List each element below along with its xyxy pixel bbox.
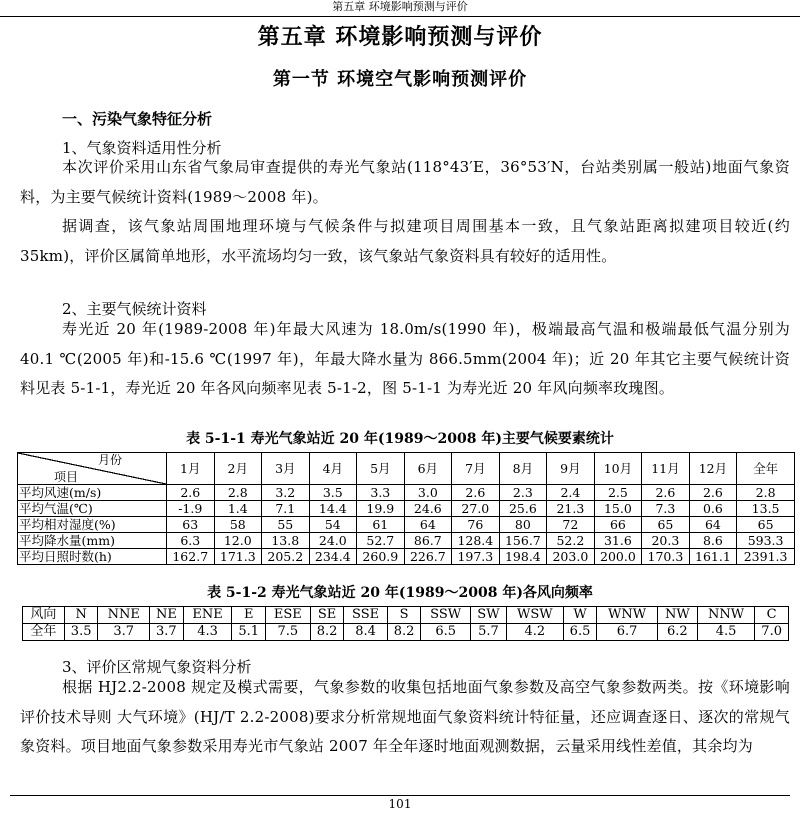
table1-cell: 14.4 [309,501,357,517]
climate-statistics-table [17,452,795,565]
table1-row-label: 平均相对湿度(%) [18,517,167,533]
table1-column-header: 1月 [167,453,215,485]
table1-cell: 2.8 [737,485,795,501]
table1-cell: 156.7 [499,533,547,549]
table1-row-label: 平均日照时数(h) [18,549,167,565]
table2-value-cell: 8.2 [387,624,421,641]
table1-cell: 27.0 [452,501,500,517]
table1-cell: 161.1 [689,549,737,565]
table2-direction-cell: NNE [98,607,150,624]
table1-row [18,517,795,533]
paragraph-investigation: 据调查，该气象站周围地理环境与气候条件与拟建项目周围基本一致，且气象站距离拟建项目较近(约 35km)，评价区属简单地形，水平流场均匀一致，该气象站气象资料具有较好的适用性。 [20,217,790,265]
corner-label-month: 月份 [97,453,122,467]
table2-value-cell: 8.2 [310,624,344,641]
table1-cell: 3.3 [357,485,405,501]
table2-value-cell: 4.2 [506,624,563,641]
table1-cell: 3.2 [262,485,310,501]
table1-row [18,501,795,517]
table2-direction-cell: WNW [597,607,658,624]
table2-value-cell: 6.2 [657,624,697,641]
table2-value-row [23,624,789,641]
table1-cell: 12.0 [214,533,262,549]
table2-direction-cell: W [563,607,597,624]
table1-cell: 24.6 [404,501,452,517]
subheading-climate-statistics: 2、主要气候统计资料 [62,300,207,318]
table1-cell: 2.6 [642,485,690,501]
table2-direction-cell: NNW [697,607,755,624]
table1-cell: 13.5 [737,501,795,517]
table2-direction-cell: C [755,607,789,624]
table1-cell: 19.9 [357,501,405,517]
table1-cell: 2.8 [214,485,262,501]
table1-cell: 226.7 [404,549,452,565]
table2-direction-cell: SSE [344,607,387,624]
table1-row [18,533,795,549]
table2-direction-cell: ENE [183,607,232,624]
table2-direction-cell: WSW [506,607,563,624]
table1-cell: 52.2 [547,533,595,549]
table1-cell: 61 [357,517,405,533]
table1-cell: 2.6 [689,485,737,501]
table1-row [18,549,795,565]
table1-cell: 55 [262,517,310,533]
running-header: 第五章 环境影响预测与评价 [0,0,800,17]
table1-cell: 171.3 [214,549,262,565]
table1-cell: 72 [547,517,595,533]
table2-row-label: 全年 [23,624,65,641]
table1-cell: 20.3 [642,533,690,549]
table1-cell: 15.0 [594,501,642,517]
table1-cell: 162.7 [167,549,215,565]
table1-column-header: 7月 [452,453,500,485]
table2-direction-cell: SSW [421,607,471,624]
table1-cell: 2.3 [499,485,547,501]
table2-direction-cell: SW [470,607,506,624]
table2-value-cell: 3.7 [149,624,183,641]
table1-column-header: 3月 [262,453,310,485]
table1-cell: 2.6 [167,485,215,501]
table2-value-cell: 5.1 [232,624,266,641]
table2-value-cell: 3.5 [64,624,98,641]
table1-row-label: 平均气温(℃) [18,501,167,517]
chapter-title: 第五章 环境影响预测与评价 [257,24,543,50]
table2-value-cell: 3.7 [98,624,150,641]
table1-cell: 21.3 [547,501,595,517]
table1-cell: 198.4 [499,549,547,565]
table2-value-cell: 4.5 [697,624,755,641]
paragraph-routine-analysis: 根据 HJ2.2-2008 规定及模式需要，气象参数的收集包括地面气象参数及高空气象参数两类。按《环境影响评价技术导则 大气环境》(HJ/T 2.2-2008)要求分析常规地面气象资料统计特征量，还应调查逐日、逐次的常规气象资料。项目地面气象参数采用寿光市气象站 2007 年全年逐时地面观测数据，云量采用线性差值，其余均为 [20,678,790,755]
table2-direction-cell: NW [657,607,697,624]
table2-caption: 表 5-1-2 寿光气象站近 20 年(1989～2008 年)各风向频率 [207,585,593,601]
table1-cell: 8.6 [689,533,737,549]
table2-value-cell: 6.5 [563,624,597,641]
table1-cell: 13.8 [262,533,310,549]
table1-column-header: 9月 [547,453,595,485]
table1-corner-cell [18,453,167,485]
table1-cell: 203.0 [547,549,595,565]
table1-cell: 128.4 [452,533,500,549]
table2-direction-cell: NE [149,607,183,624]
table2-header-label: 风向 [23,607,65,624]
table1-column-header: 5月 [357,453,405,485]
table1-header-row [18,453,795,485]
table1-cell: 197.3 [452,549,500,565]
table2-direction-cell: E [232,607,266,624]
table1-cell: 24.0 [309,533,357,549]
table1-cell: 2391.3 [737,549,795,565]
table2-value-cell: 7.5 [265,624,310,641]
table1-cell: 86.7 [404,533,452,549]
table1-cell: 0.6 [689,501,737,517]
table1-cell: 65 [737,517,795,533]
table2-value-cell: 4.3 [183,624,232,641]
table1-cell: 1.4 [214,501,262,517]
table2-value-cell: 6.7 [597,624,658,641]
table1-column-header: 全年 [737,453,795,485]
table1-cell: 260.9 [357,549,405,565]
table2-direction-cell: SE [310,607,344,624]
table2-value-cell: 7.0 [755,624,789,641]
table2-direction-cell: N [64,607,98,624]
table1-column-header: 2月 [214,453,262,485]
table1-cell: 80 [499,517,547,533]
table1-cell: 170.3 [642,549,690,565]
paragraph-climate-summary: 寿光近 20 年(1989-2008 年)年最大风速为 18.0m/s(1990 年)，极端最高气温和极端最低气温分别为 40.1 ℃(2005 年)和-15.6 ℃(1997 年)，年最大降水量为 866.5mm(2004 年)；近 20 年其它主要气候统计资料见表 5-1-1，寿光近 20 年各风向频率见表 5-1-2，图 5-1-1 为寿光近 20 年风向频率玫瑰图。 [20,320,790,397]
corner-label-item: 项目 [54,470,79,484]
table1-cell: 2.6 [452,485,500,501]
table1-cell: 200.0 [594,549,642,565]
subheading-data-applicability: 1、气象资料适用性分析 [62,139,222,157]
page-number: 101 [388,797,412,811]
heading-pollution-meteorology: 一、污染气象特征分析 [62,110,213,128]
table2-value-cell: 6.5 [421,624,471,641]
table1-column-header: 6月 [404,453,452,485]
table1-cell: 2.4 [547,485,595,501]
subheading-routine-meteorology: 3、评价区常规气象资料分析 [62,658,252,676]
table1-row [18,485,795,501]
table1-cell: 2.5 [594,485,642,501]
table1-cell: 76 [452,517,500,533]
table2-value-cell: 5.7 [470,624,506,641]
table1-caption: 表 5-1-1 寿光气象站近 20 年(1989～2008 年)主要气候要素统计 [186,431,614,447]
paragraph-station-info: 本次评价采用山东省气象局审查提供的寿光气象站(118°43′E，36°53′N，台站类别属一般站)地面气象资料，为主要气候统计资料(1989～2008 年)。 [20,158,790,206]
table1-cell: 7.1 [262,501,310,517]
table1-cell: 66 [594,517,642,533]
table1-cell: 31.6 [594,533,642,549]
table1-cell: 65 [642,517,690,533]
table1-cell: 205.2 [262,549,310,565]
wind-frequency-table [22,606,789,641]
table1-cell: 25.6 [499,501,547,517]
table1-cell: 7.3 [642,501,690,517]
table1-cell: 3.5 [309,485,357,501]
table1-row-label: 平均降水量(mm) [18,533,167,549]
table2-direction-cell: ESE [265,607,310,624]
table2-value-cell: 8.4 [344,624,387,641]
table2-direction-row [23,607,789,624]
table1-column-header: 10月 [594,453,642,485]
table1-cell: 64 [689,517,737,533]
table1-cell: -1.9 [167,501,215,517]
footer-rule [10,795,790,796]
table1-cell: 54 [309,517,357,533]
table1-column-header: 12月 [689,453,737,485]
table1-cell: 64 [404,517,452,533]
table1-column-header: 4月 [309,453,357,485]
table1-column-header: 11月 [642,453,690,485]
table1-column-header: 8月 [499,453,547,485]
table1-cell: 593.3 [737,533,795,549]
table2-direction-cell: S [387,607,421,624]
table1-cell: 52.7 [357,533,405,549]
table1-cell: 63 [167,517,215,533]
section-title: 第一节 环境空气影响预测评价 [272,69,528,90]
table1-row-label: 平均风速(m/s) [18,485,167,501]
table1-cell: 234.4 [309,549,357,565]
table1-cell: 3.0 [404,485,452,501]
table1-cell: 58 [214,517,262,533]
table1-cell: 6.3 [167,533,215,549]
